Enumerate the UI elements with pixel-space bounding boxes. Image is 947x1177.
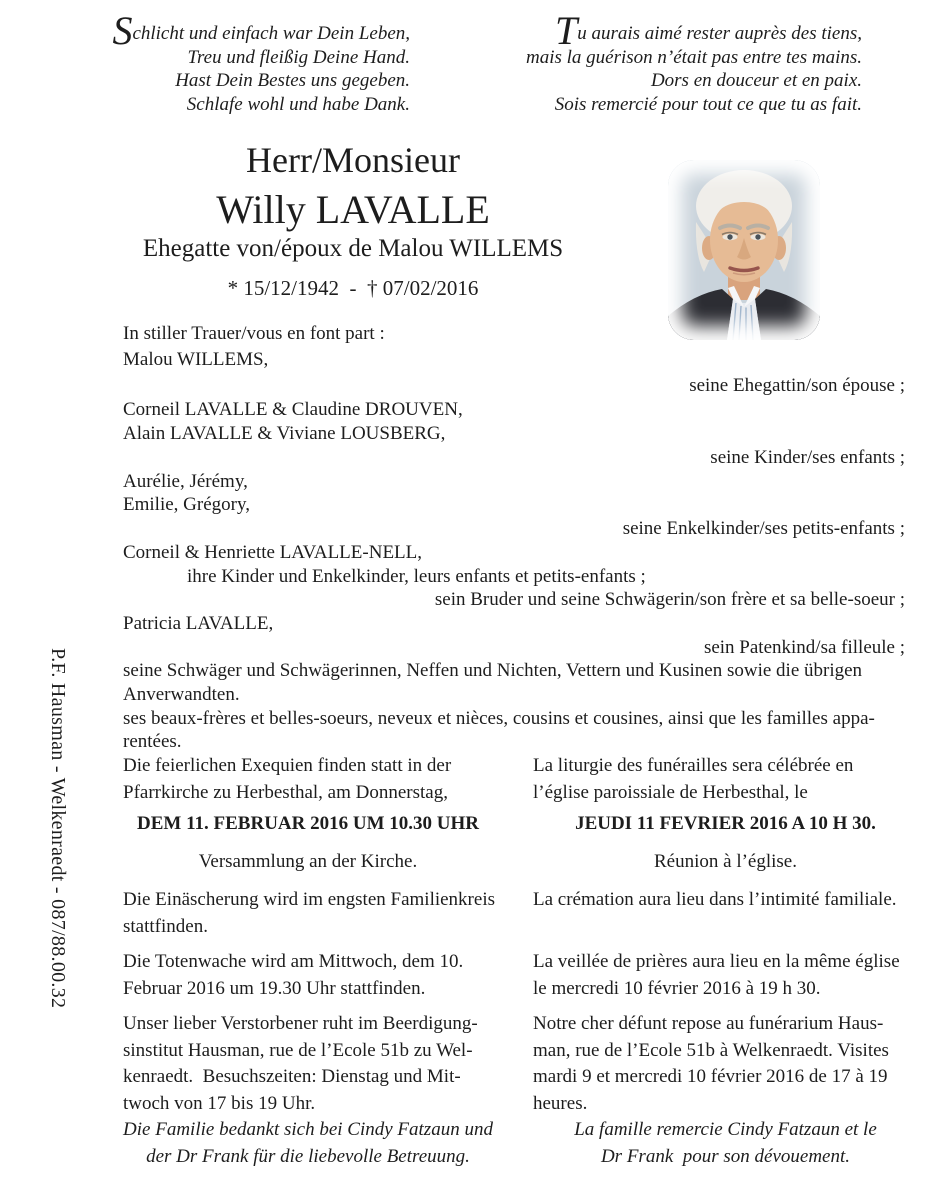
poem-line-text: chlicht und einfach war Dein Leben,: [132, 23, 410, 44]
thanks-line-german: Die Familie bedankt sich bei Cindy Fatzaun und: [123, 1119, 493, 1140]
poem-line: mais la guérison n’était pas entre tes mains.: [526, 46, 862, 68]
service-date-german: DEM 11. FEBRUAR 2016 UM 10.30 UHR: [137, 813, 479, 834]
service-intro-line: Pfarrkirche zu Herbesthal, am Donnerstag,: [123, 781, 448, 803]
cremation-line: Die Einäscherung wird im engsten Familienkreis: [123, 889, 495, 910]
family-line: Corneil LAVALLE & Claudine DROUVEN,: [123, 399, 463, 420]
family-line: Patricia LAVALLE,: [123, 613, 274, 634]
poem-line: Treu und fleißig Deine Hand.: [187, 46, 410, 68]
repose-line: mardi 9 et mercredi 10 février 2016 de 17 à 19: [533, 1066, 888, 1087]
family-line: Alain LAVALLE & Viviane LOUSBERG,: [123, 423, 446, 444]
deceased-name: Willy LAVALLE: [216, 187, 490, 232]
poem-line: Hast Dein Bestes uns gegeben.: [175, 70, 410, 91]
repose-line: twoch von 17 bis 19 Uhr.: [123, 1092, 316, 1114]
service-intro-line: La liturgie des funérailles sera célébrée en: [533, 755, 854, 776]
family-line: Anverwandten.: [123, 684, 240, 705]
repose-line: kenraedt. Besuchszeiten: Dienstag und Mit-: [123, 1066, 461, 1087]
family-line: ses beaux-frères et belles-soeurs, neveux et nièces, cousins et cousines, ainsi que les familles appa-: [123, 708, 875, 729]
repose-line: Notre cher défunt repose au funérarium Haus-: [533, 1013, 884, 1034]
family-line: Emilie, Grégory,: [123, 494, 250, 515]
life-dates: * 15/12/1942 - † 07/02/2016: [227, 276, 479, 300]
funeral-home-imprint: P.F. Hausman - Welkenraedt - 087/88.00.32: [47, 648, 69, 1009]
spouse-line: Ehegatte von/époux de Malou WILLEMS: [142, 235, 564, 262]
repose-line: sinstitut Hausman, rue de l’Ecole 51b zu Wel-: [123, 1039, 473, 1061]
family-line: Malou WILLEMS,: [123, 349, 269, 370]
repose-line: heures.: [533, 1092, 588, 1114]
relation-line: seine Kinder/ses enfants ;: [710, 447, 905, 468]
vigil-line: Februar 2016 um 19.30 Uhr stattfinden.: [123, 977, 426, 999]
relation-line: sein Bruder und seine Schwägerin/son frère et sa belle-soeur ;: [434, 589, 905, 610]
meeting-line-french: Réunion à l’église.: [654, 851, 797, 872]
poem-line: Sois remercié pour tout ce que tu as fait.: [554, 93, 862, 115]
service-intro-line: l’église paroissiale de Herbesthal, le: [533, 781, 808, 803]
service-intro-line: Die feierlichen Exequien finden statt in der: [123, 755, 452, 776]
salutation: Herr/Monsieur: [246, 140, 460, 180]
family-line: Aurélie, Jérémy,: [123, 471, 248, 492]
family-line: rentées.: [123, 731, 182, 752]
relation-line: seine Enkelkinder/ses petits-enfants ;: [622, 518, 905, 539]
thanks-line-german: der Dr Frank für die liebevolle Betreuung.: [146, 1145, 470, 1167]
relation-line: seine Ehegattin/son épouse ;: [689, 375, 905, 396]
family-line: Corneil & Henriette LAVALLE-NELL,: [123, 542, 423, 563]
poem-line-text: u aurais aimé rester auprès des tiens,: [577, 23, 862, 44]
service-date-french: JEUDI 11 FEVRIER 2016 A 10 H 30.: [575, 813, 876, 834]
cremation-line: La crémation aura lieu dans l’intimité familiale.: [533, 889, 897, 910]
thanks-line-french: La famille remercie Cindy Fatzaun et le: [574, 1119, 877, 1140]
mourners-intro: In stiller Trauer/vous en font part :: [123, 323, 385, 344]
family-line: seine Schwäger und Schwägerinnen, Neffen und Nichten, Vettern und Kusinen sowie die übrigen: [123, 660, 863, 681]
thanks-line-french: Dr Frank pour son dévouement.: [600, 1145, 851, 1167]
repose-line: man, rue de l’Ecole 51b à Welkenraedt. Visites: [533, 1039, 889, 1061]
poem-line: Schlafe wohl und habe Dank.: [186, 93, 410, 115]
repose-line: Unser lieber Verstorbener ruht im Beerdigung-: [123, 1013, 478, 1034]
family-line: ihre Kinder und Enkelkinder, leurs enfants et petits-enfants ;: [187, 566, 646, 587]
poem-line: Dors en douceur et en paix.: [650, 70, 862, 91]
vigil-line: Die Totenwache wird am Mittwoch, dem 10.: [123, 951, 464, 972]
cremation-line: stattfinden.: [123, 915, 208, 937]
vigil-line: le mercredi 10 février 2016 à 19 h 30.: [533, 977, 821, 999]
meeting-line-german: Versammlung an der Kirche.: [198, 851, 418, 872]
poem-initial-letter: S: [112, 8, 133, 53]
relation-line: sein Patenkind/sa filleule ;: [703, 637, 905, 658]
poem-initial-letter: T: [554, 8, 578, 53]
vigil-line: La veillée de prières aura lieu en la même église: [533, 951, 900, 972]
